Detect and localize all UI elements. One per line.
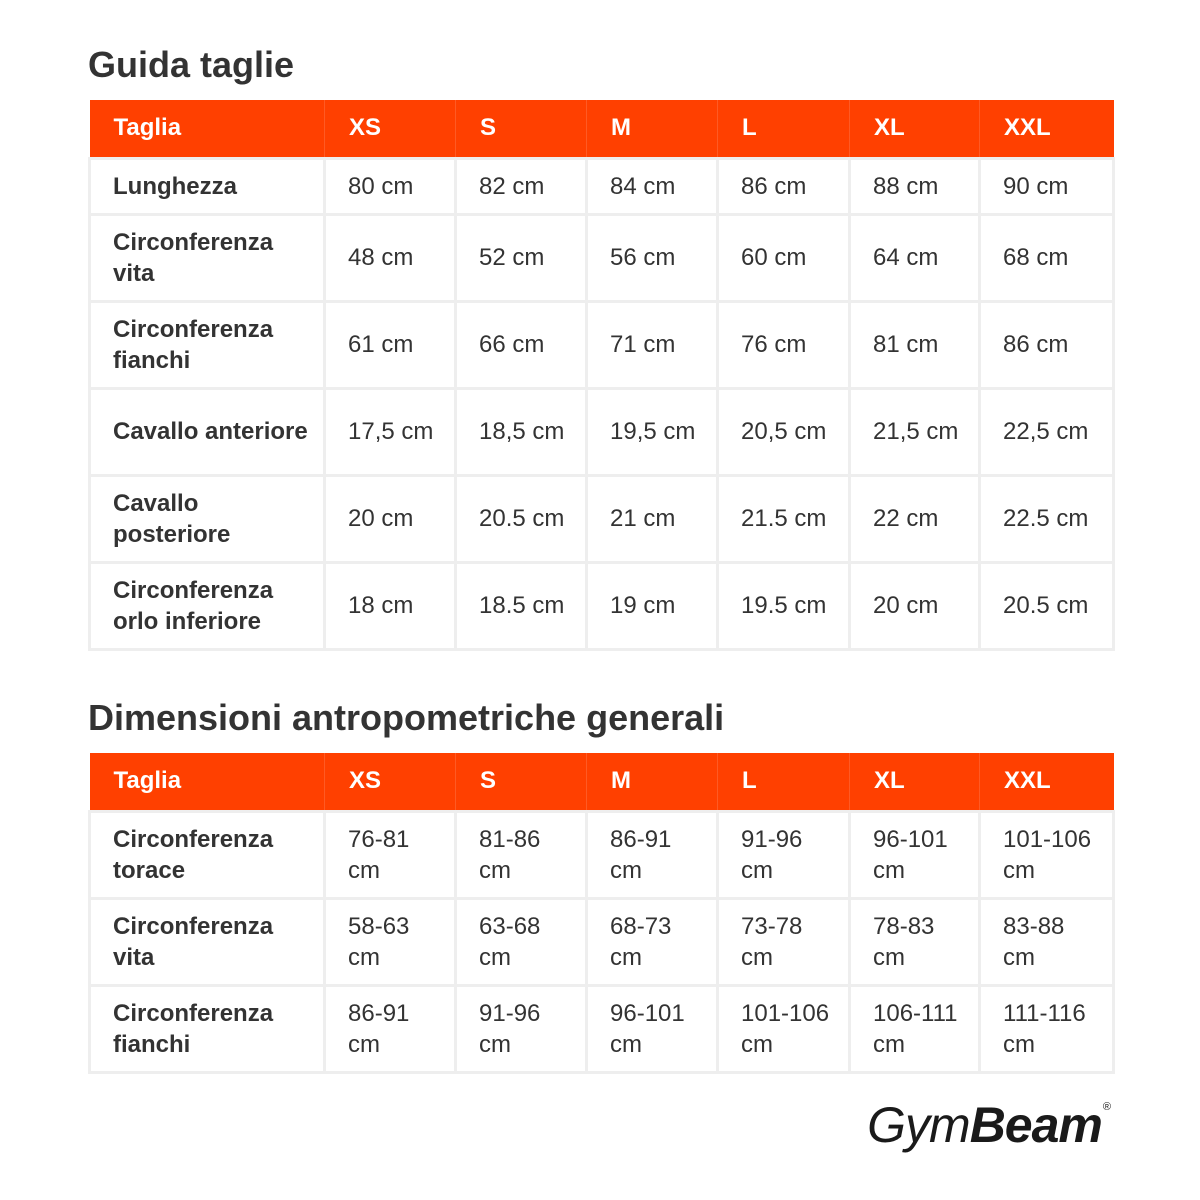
header-size-xs: XS <box>325 100 456 158</box>
header-size-xl: XL <box>850 753 980 811</box>
row-label: Lunghezza <box>90 158 325 214</box>
header-size-label: Taglia <box>90 753 325 811</box>
table-cell: 60 cm <box>718 214 850 301</box>
table-cell: 20 cm <box>325 475 456 562</box>
table-cell: 20 cm <box>850 562 980 649</box>
table-cell: 48 cm <box>325 214 456 301</box>
table-cell: 21,5 cm <box>850 388 980 475</box>
table-cell: 80 cm <box>325 158 456 214</box>
table-cell: 86-91 cm <box>325 985 456 1072</box>
table-row <box>90 811 1114 898</box>
table-cell: 18 cm <box>325 562 456 649</box>
size-guide-table <box>88 100 1115 651</box>
table-cell: 56 cm <box>587 214 718 301</box>
table-cell: 88 cm <box>850 158 980 214</box>
table-cell: 18.5 cm <box>456 562 587 649</box>
registered-mark: ® <box>1102 1101 1110 1113</box>
table-cell: 22,5 cm <box>980 388 1114 475</box>
table-cell: 20.5 cm <box>980 562 1114 649</box>
row-label: Circonferenza vita <box>90 898 325 985</box>
table-row <box>90 301 1114 388</box>
table-row <box>90 475 1114 562</box>
table-cell: 66 cm <box>456 301 587 388</box>
table-row <box>90 158 1114 214</box>
table-cell: 111-116 cm <box>980 985 1114 1072</box>
size-guide-title: Guida taglie <box>88 44 295 85</box>
table-cell: 83-88 cm <box>980 898 1114 985</box>
table-cell: 68-73 cm <box>587 898 718 985</box>
table-cell: 20.5 cm <box>456 475 587 562</box>
table-cell: 17,5 cm <box>325 388 456 475</box>
table-cell: 20,5 cm <box>718 388 850 475</box>
table-row <box>90 898 1114 985</box>
table-cell: 86 cm <box>980 301 1114 388</box>
row-label: Cavallo posteriore <box>90 475 325 562</box>
table-cell: 91-96 cm <box>718 811 850 898</box>
table-cell: 64 cm <box>850 214 980 301</box>
header-size-xs: XS <box>325 753 456 811</box>
table-header-row <box>90 753 1114 811</box>
table-cell: 58-63 cm <box>325 898 456 985</box>
table-cell: 82 cm <box>456 158 587 214</box>
table-cell: 101-106 cm <box>980 811 1114 898</box>
table-cell: 90 cm <box>980 158 1114 214</box>
table-cell: 21.5 cm <box>718 475 850 562</box>
header-size-l: L <box>718 753 850 811</box>
row-label: Circonferenza orlo inferiore <box>90 562 325 649</box>
table-cell: 61 cm <box>325 301 456 388</box>
table-cell: 19,5 cm <box>587 388 718 475</box>
anthropometric-title: Dimensioni antropometriche generali <box>88 697 725 738</box>
row-label: Cavallo anteriore <box>90 388 325 475</box>
logo-text-bold: Beam <box>969 1097 1102 1153</box>
header-size-m: M <box>587 100 718 158</box>
table-cell: 21 cm <box>587 475 718 562</box>
table-cell: 91-96 cm <box>456 985 587 1072</box>
table-cell: 78-83 cm <box>850 898 980 985</box>
header-size-label: Taglia <box>90 100 325 158</box>
header-size-m: M <box>587 753 718 811</box>
table-cell: 96-101 cm <box>850 811 980 898</box>
table-cell: 73-78 cm <box>718 898 850 985</box>
table-cell: 22.5 cm <box>980 475 1114 562</box>
table-cell: 96-101 cm <box>587 985 718 1072</box>
logo-text-light: Gym <box>867 1097 970 1153</box>
header-size-l: L <box>718 100 850 158</box>
table-cell: 22 cm <box>850 475 980 562</box>
table-header-row <box>90 100 1114 158</box>
header-size-s: S <box>456 100 587 158</box>
table-row <box>90 562 1114 649</box>
header-size-xxl: XXL <box>980 100 1114 158</box>
header-size-s: S <box>456 753 587 811</box>
table-cell: 101-106 cm <box>718 985 850 1072</box>
table-cell: 76-81 cm <box>325 811 456 898</box>
table-cell: 81 cm <box>850 301 980 388</box>
table-cell: 52 cm <box>456 214 587 301</box>
row-label: Circonferenza vita <box>90 214 325 301</box>
table-cell: 68 cm <box>980 214 1114 301</box>
anthropometric-table <box>88 753 1115 1074</box>
table-cell: 76 cm <box>718 301 850 388</box>
table-row <box>90 985 1114 1072</box>
table-cell: 63-68 cm <box>456 898 587 985</box>
table-cell: 19.5 cm <box>718 562 850 649</box>
table-cell: 84 cm <box>587 158 718 214</box>
table-row <box>90 214 1114 301</box>
table-cell: 106-111 cm <box>850 985 980 1072</box>
table-cell: 71 cm <box>587 301 718 388</box>
row-label: Circonferenza fianchi <box>90 301 325 388</box>
table-row <box>90 388 1114 475</box>
gymbeam-logo <box>867 1097 1110 1153</box>
table-cell: 86-91 cm <box>587 811 718 898</box>
table-cell: 18,5 cm <box>456 388 587 475</box>
row-label: Circonferenza fianchi <box>90 985 325 1072</box>
table-cell: 19 cm <box>587 562 718 649</box>
table-cell: 81-86 cm <box>456 811 587 898</box>
header-size-xxl: XXL <box>980 753 1114 811</box>
row-label: Circonferenza torace <box>90 811 325 898</box>
table-cell: 86 cm <box>718 158 850 214</box>
header-size-xl: XL <box>850 100 980 158</box>
